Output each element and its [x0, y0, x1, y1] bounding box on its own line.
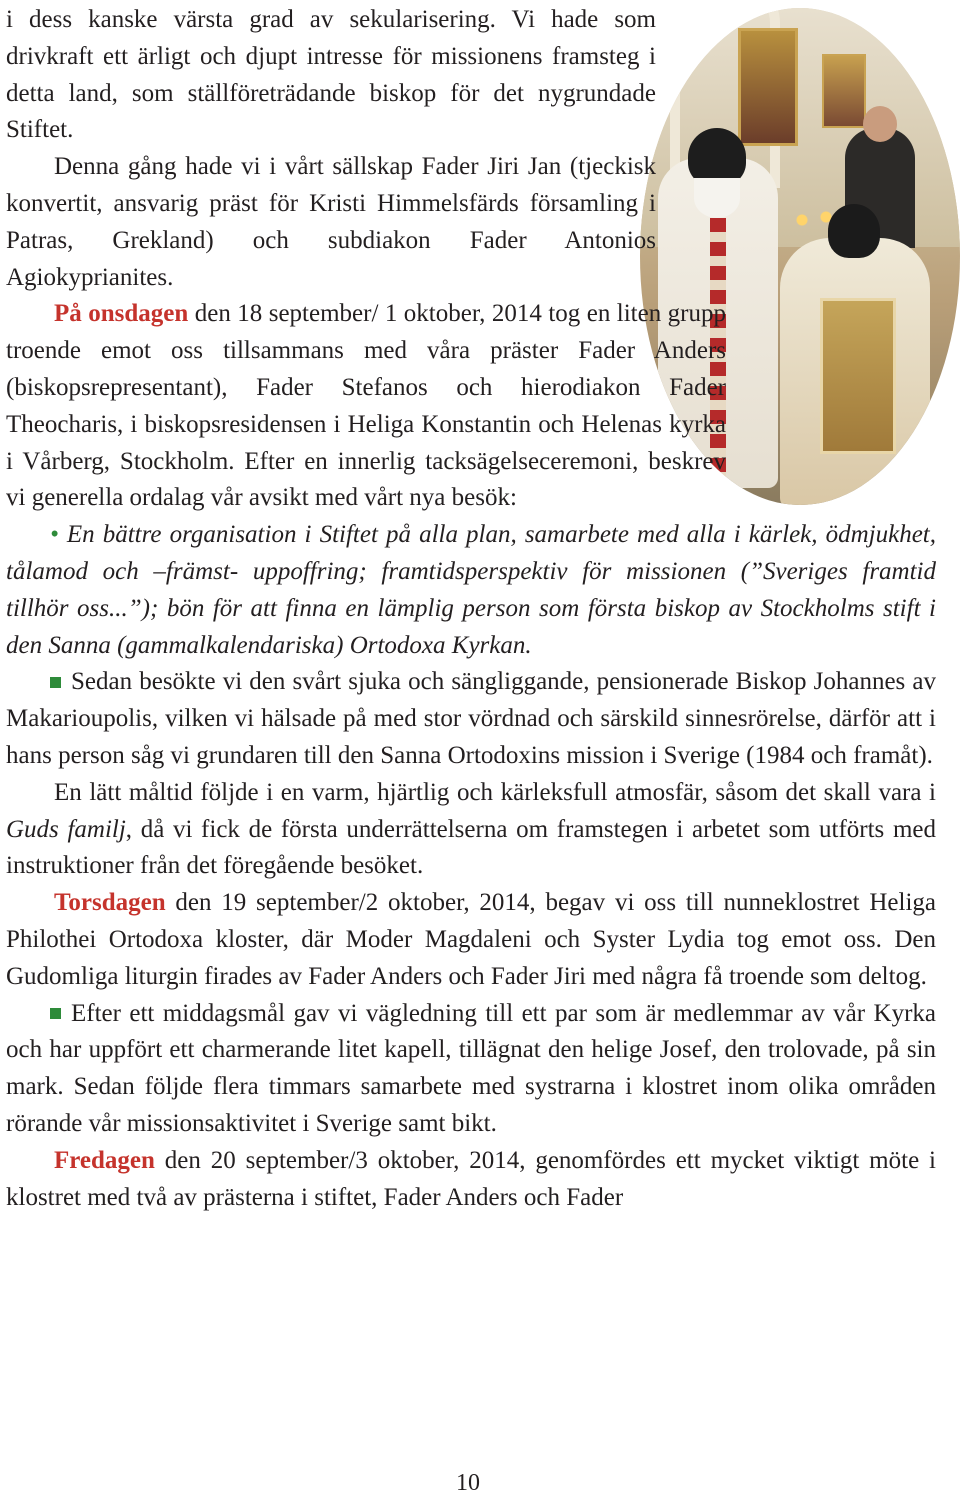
paragraph-3 — [6, 296, 726, 517]
article-body — [6, 2, 936, 1216]
paragraph-7-text: den 19 september/2 oktober, 2014, begav vi oss till nunneklostret Heliga Philothei Ortodoxa kloster, där Moder Magdaleni och Syster Lydia tog emot oss. Den Gudomliga liturgin firades av Fader Anders och Fader Jiri med några få troende som deltog. — [6, 889, 936, 990]
paragraph-8-text: Efter ett middagsmål gav vi vägledning till ett par som är medlemmar av vår Kyrka och har uppfört ett charmerande litet kapell, tillägnat den helige Josef, den trolovade, på sin mark. Sedan följde flera timmars samarbete med systrarna i klostret inom olika områden rörande vår missionsaktivitet i Sverige samt bikt. — [6, 999, 936, 1137]
page-number: 10 — [456, 1470, 480, 1496]
green-square-icon — [50, 1008, 61, 1019]
paragraph-9 — [6, 1143, 936, 1217]
paragraph-5 — [6, 664, 936, 774]
paragraph-6-italic: Guds familj — [6, 815, 126, 843]
paragraph-7 — [6, 885, 936, 995]
paragraph-8 — [6, 996, 936, 1143]
green-square-icon — [50, 677, 61, 688]
bullet-paragraph — [6, 517, 936, 664]
day-heading-wednesday: På onsdagen — [54, 300, 189, 328]
paragraph-5-text: Sedan besökte vi den svårt sjuka och sängliggande, pensionerade Biskop Johannes av Makarioupolis, vilken vi hälsade på med stor vördnad och särskild sinnesrörelse, därför att i hans person såg vi grundaren till den Sanna Ortodoxins mission i Sverige (1984 och framåt). — [6, 668, 936, 769]
day-heading-thursday: Torsdagen — [54, 889, 166, 917]
paragraph-3-text: den 18 september/ 1 oktober, 2014 tog en liten grupp troende emot oss tillsammans med våra präster Fader Anders (biskopsrepresentant), Fader Stefanos och hierodiakon Fader Theocharis, i biskopsresidensen i Heliga Konstantin och Helenas kyrka i Vårberg, Stockholm. Efter en innerlig tacksägelseceremoni, beskrev vi generella ordalag vår avsikt med vårt nya besök: — [6, 300, 726, 512]
bullet-icon: • — [50, 521, 59, 549]
paragraph-6-text-b: , då vi fick de första underrättelserna om framstegen i arbetet som utförts med instruktioner från det föregående besöket. — [6, 815, 936, 880]
paragraph-1: i dess kanske värsta grad av sekularisering. Vi hade som drivkraft ett ärligt och djupt intresse för missionens framsteg i detta land, som ställföreträdande biskop för det nygrundade Stiftet. — [6, 6, 656, 144]
bullet-text: En bättre organisation i Stiftet på alla plan, samarbete med alla i kärlek, ödmjukhet, tålamod och –främst- uppoffring; framtidsperspektiv för missionen (”Sveriges framtid tillhör oss...”); bön för att finna en lämplig person som första biskop av Stockholms stift i den Sanna (gammalkalendariska) Ortodoxa Kyrkan. — [6, 521, 936, 659]
paragraph-6-text-a: En lätt måltid följde i en varm, hjärtlig och kärleksfull atmosfär, såsom det skall vara i — [54, 778, 936, 806]
paragraph-2: Denna gång hade vi i vårt sällskap Fader Jiri Jan (tjeckisk konvertit, ansvarig präst för Kristi Himmelsfärds församling i Patras, Grekland) och subdiakon Fader Antonios Agiokyprianites. — [6, 153, 656, 291]
paragraph-9-text: den 20 september/3 oktober, 2014, genomfördes ett mycket viktigt möte i klostret med två av prästerna i stiftet, Fader Anders och Fader — [6, 1146, 936, 1211]
paragraph-6 — [6, 775, 936, 885]
day-heading-friday: Fredagen — [54, 1146, 155, 1174]
